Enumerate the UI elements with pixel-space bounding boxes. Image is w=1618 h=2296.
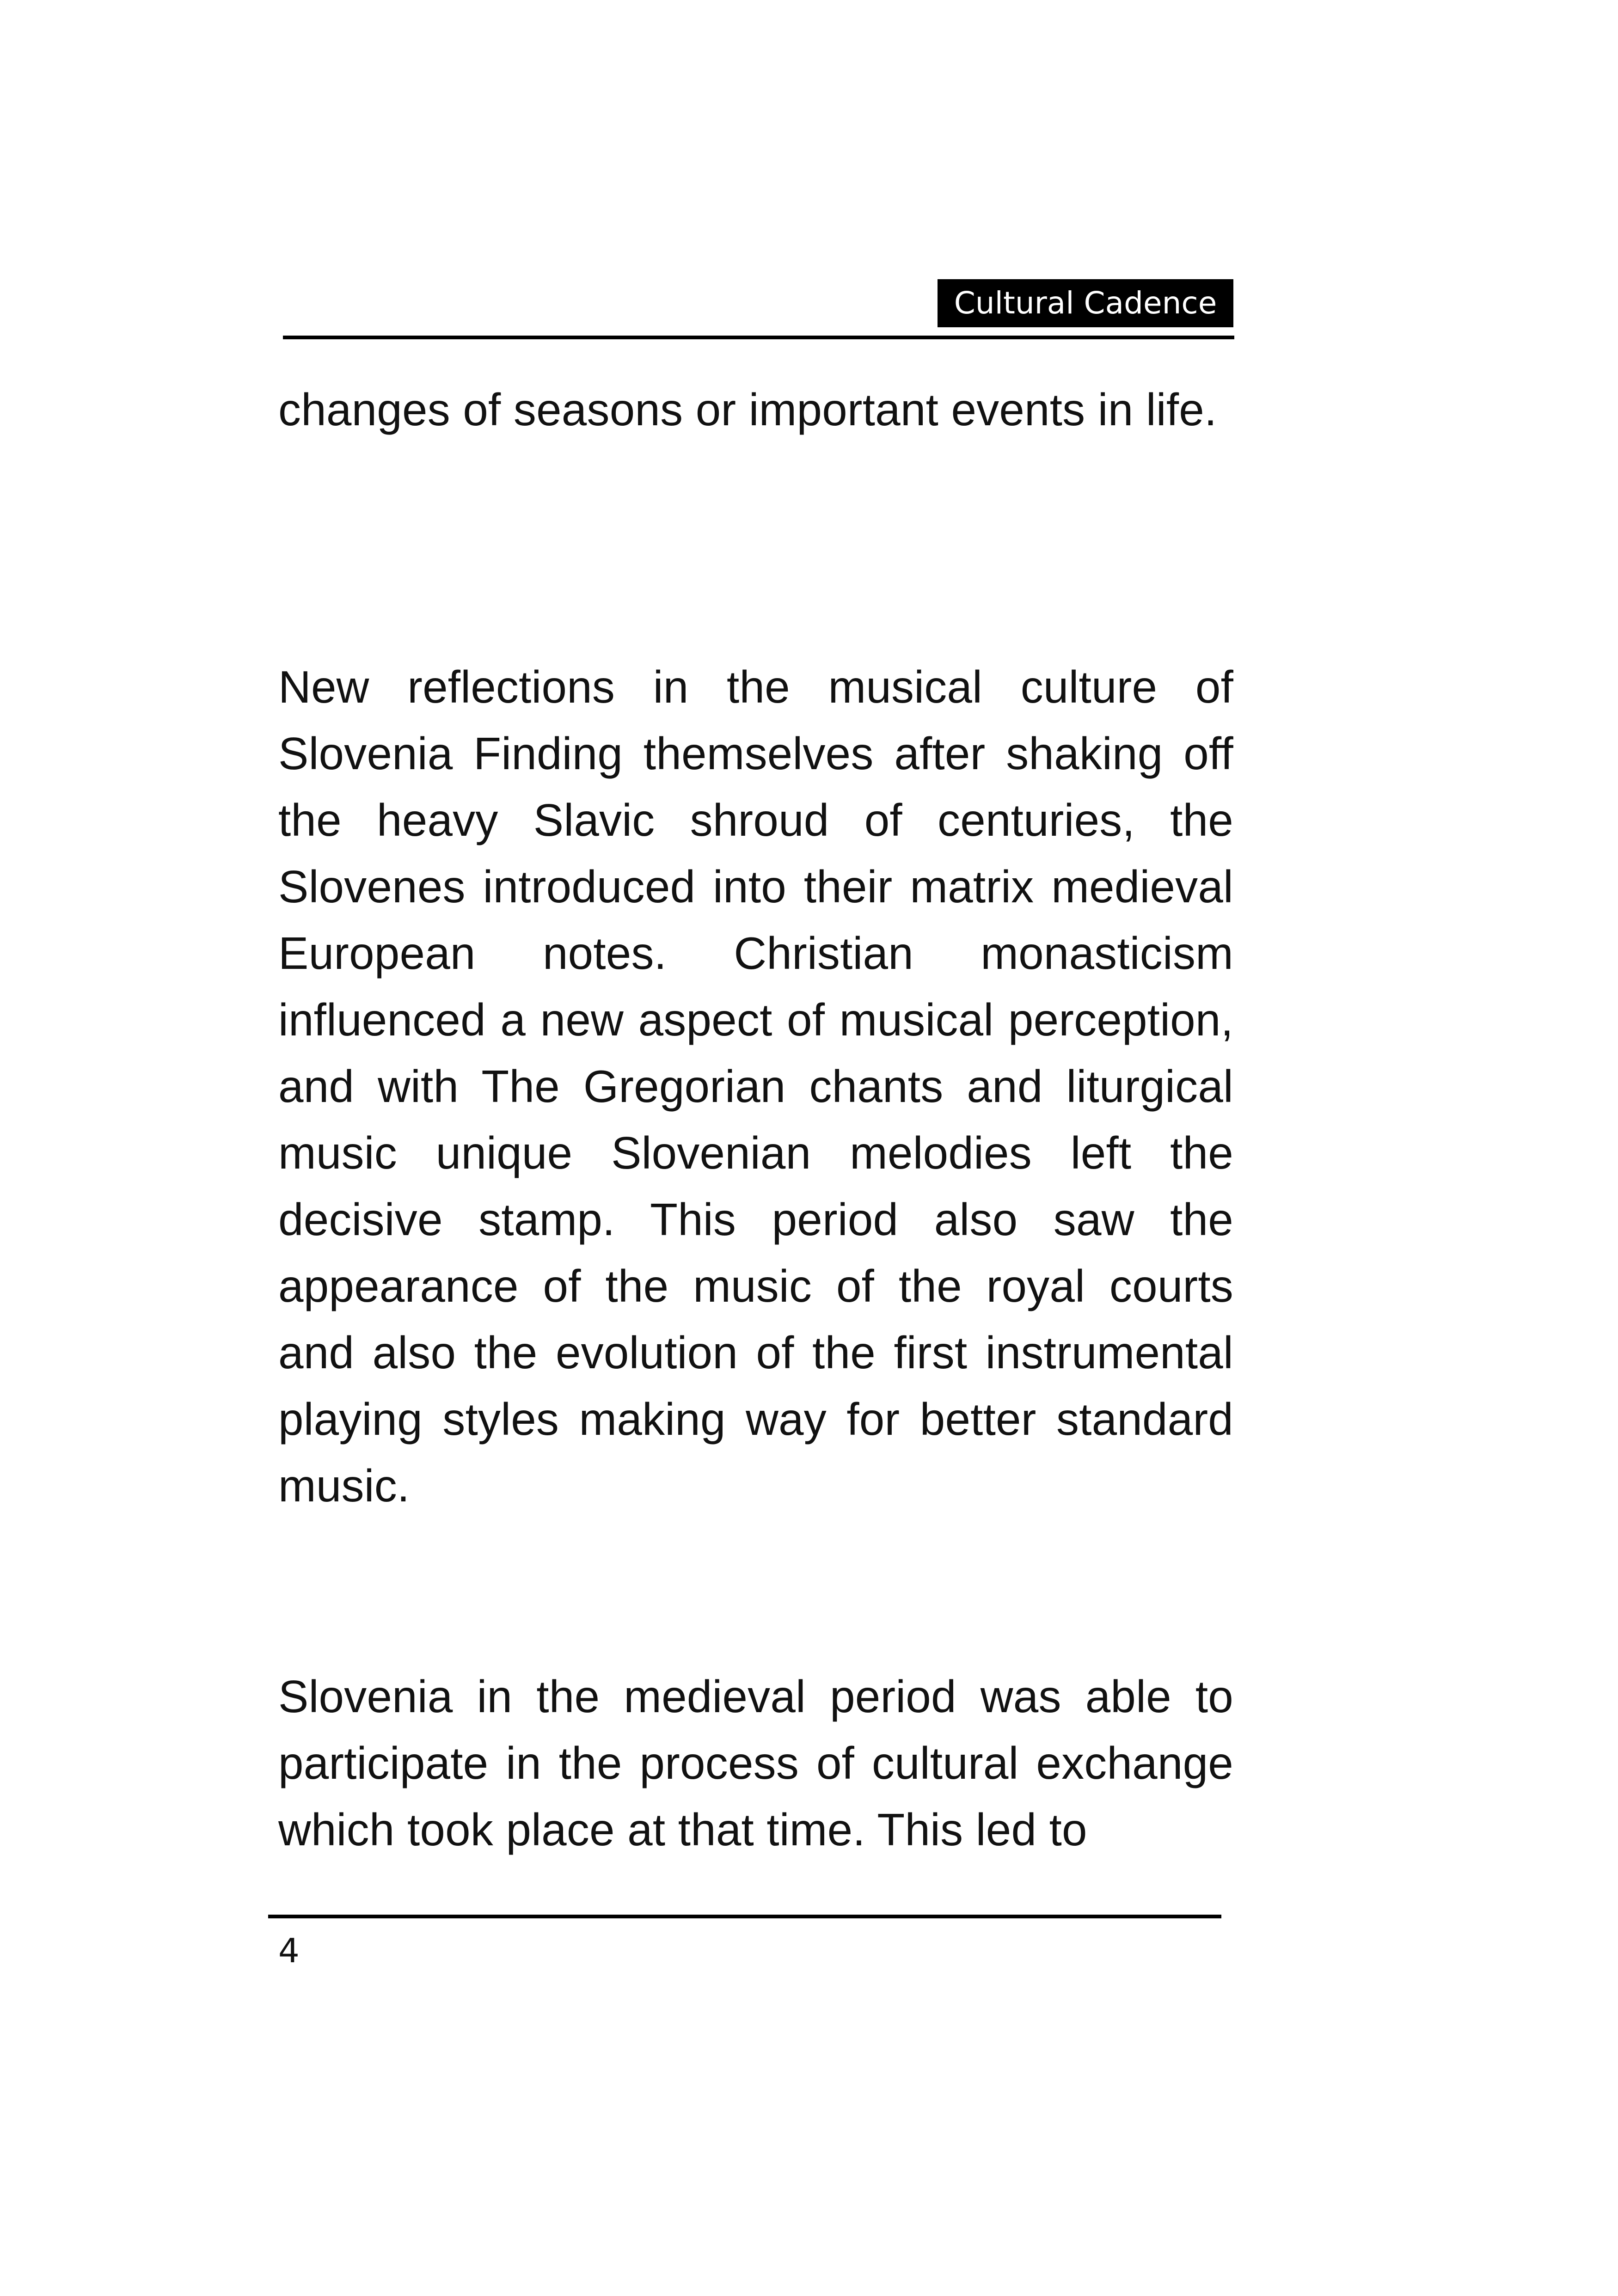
running-header-title: Cultural Cadence xyxy=(938,279,1233,327)
body-paragraph: changes of seasons or important events in life. xyxy=(278,384,1217,435)
body-paragraph: Slovenia in the medieval period was able to participate in the process of cultural exchange which took place at that time. This led to xyxy=(278,1671,1233,1855)
header-rule xyxy=(283,336,1234,339)
page-number: 4 xyxy=(278,1931,300,1970)
footer-rule xyxy=(268,1915,1221,1918)
body-paragraph: New reflections in the musical culture of Slovenia Finding themselves after shaking off the heavy Slavic shroud of centuries, the Slovenes introduced into their matrix medieval European notes. Christian monasticism influenced a new aspect of musical perception, and with The Gregorian chants and liturgical music unique Slovenian melodies left the decisive stamp. This period also saw the appearance of the music of the royal courts and also the evolution of the first instrumental playing styles making way for better standard music. xyxy=(278,661,1233,1511)
